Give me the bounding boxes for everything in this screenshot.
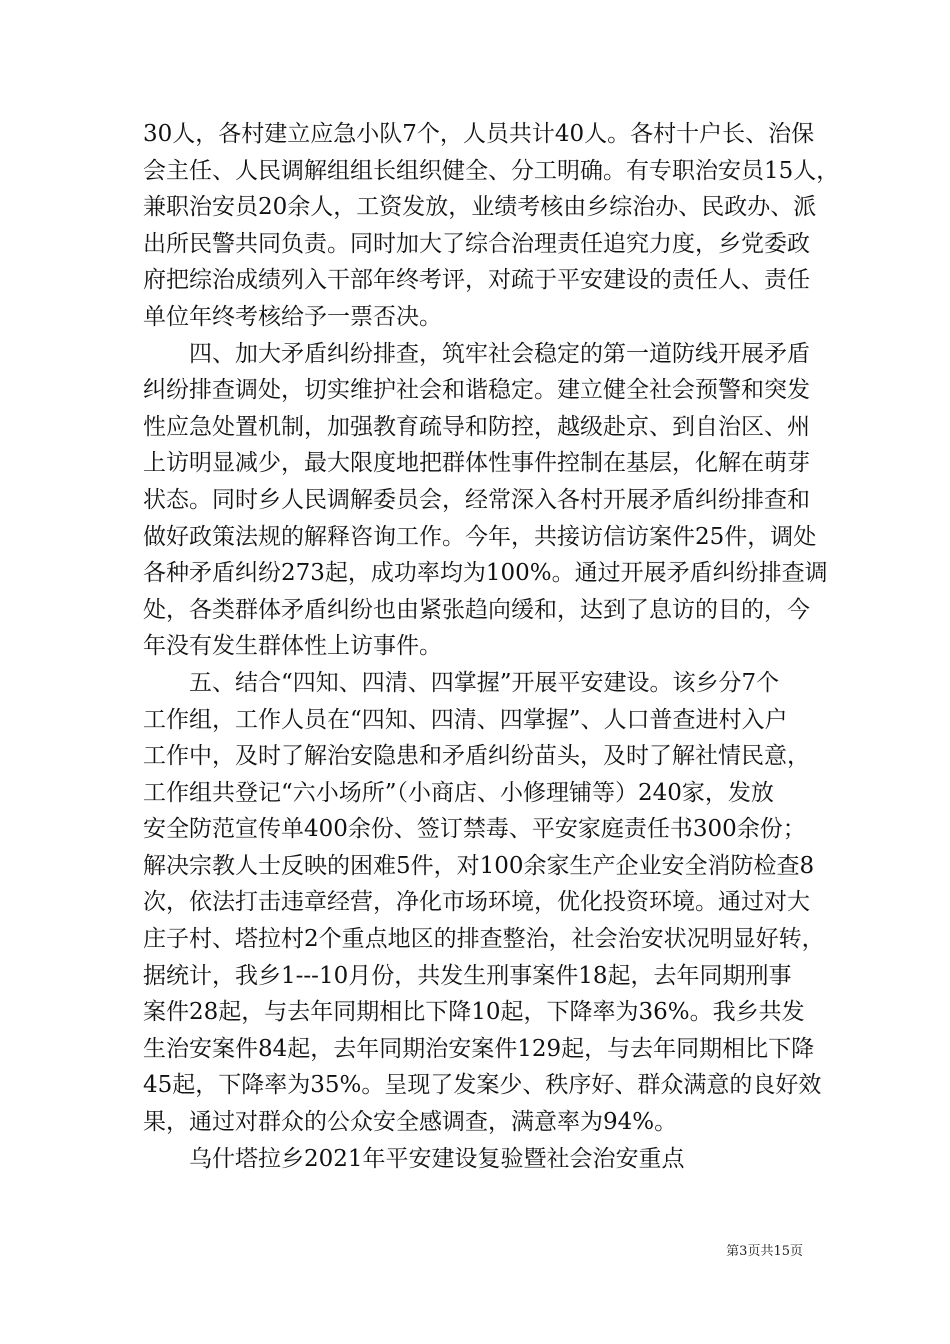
text-line: 次，依法打击违章经营，净化市场环境，优化投资环境。通过对大 [143,889,810,916]
text-line: 上访明显减少，最大限度地把群体性事件控制在基层，化解在萌芽 [143,450,810,477]
paragraph-section-four [143,336,833,665]
text-line: 案件28起，与去年同期相比下降10起，下降率为36%。我乡共发 [143,999,805,1026]
paragraph-heading-fragment [143,1141,833,1178]
text-line: 单位年终考核给予一票否决。 [143,303,442,330]
text-line: 做好政策法规的解释咨询工作。今年，共接访信访案件25件，调处 [143,523,817,550]
text-line: 出所民警共同负责。同时加大了综合治理责任追究力度，乡党委政 [143,230,810,257]
text-line: 解决宗教人士反映的困难5件，对100余家生产企业安全消防检查8 [143,852,815,879]
text-line: 工作组共登记“六小场所”（小商店、小修理铺等）240家，发放 [143,779,774,806]
text-line: 乌什塔拉乡2021年平安建设复验暨社会治安重点 [189,1145,685,1172]
text-line: 状态。同时乡人民调解委员会，经常深入各村开展矛盾纠纷排查和 [143,486,810,513]
text-line: 安全防范宣传单400余份、签订禁毒、平安家庭责任书300余份； [143,816,806,843]
text-line: 30人，各村建立应急小队7个，人员共计40人。各村十户长、治保 [143,121,815,147]
text-line: 据统计，我乡1---10月份，共发生刑事案件18起，去年同期刑事 [143,962,792,989]
text-line: 兼职治安员20余人，工资发放，业绩考核由乡综治办、民政办、派 [143,194,817,221]
text-line: 工作中，及时了解治安隐患和矛盾纠纷苗头，及时了解社情民意， [143,743,810,770]
text-line: 各种矛盾纠纷273起，成功率均为100%。通过开展矛盾纠纷排查调 [143,560,828,587]
text-line: 45起，下降率为35%。呈现了发案少、秩序好、群众满意的良好效 [143,1072,822,1099]
paragraph-continuation [143,116,840,336]
text-line: 果，通过对群众的公众安全感调查，满意率为94%。 [143,1109,678,1136]
text-line: 生治安案件84起，去年同期治安案件129起，与去年同期相比下降 [143,1035,815,1062]
body-text [143,116,840,1177]
text-line: 四、加大矛盾纠纷排查，筑牢社会稳定的第一道防线开展矛盾 [189,340,810,367]
page-number-footer: 第3页共15页 [726,1244,803,1259]
text-line: 工作组，工作人员在“四知、四清、四掌握”、人口普查进村入户 [143,706,788,733]
text-line: 会主任、人民调解组组长组织健全、分工明确。有专职治安员15人， [143,157,840,184]
text-line: 性应急处置机制，加强教育疏导和防控，越级赴京、到自治区、州 [143,413,810,440]
text-line: 年没有发生群体性上访事件。 [143,633,442,660]
text-line: 处，各类群体矛盾纠纷也由紧张趋向缓和，达到了息访的目的，今 [143,596,810,623]
text-line: 庄子村、塔拉村2个重点地区的排查整治，社会治安状况明显好转， [143,926,825,953]
text-line: 纠纷排查调处，切实维护社会和谐稳定。建立健全社会预警和突发 [143,377,810,404]
text-line: 府把综治成绩列入干部年终考评，对疏于平安建设的责任人、责任 [143,267,810,294]
paragraph-section-five [143,665,833,1141]
text-line: 五、结合“四知、四清、四掌握”开展平安建设。该乡分7个 [189,669,780,696]
